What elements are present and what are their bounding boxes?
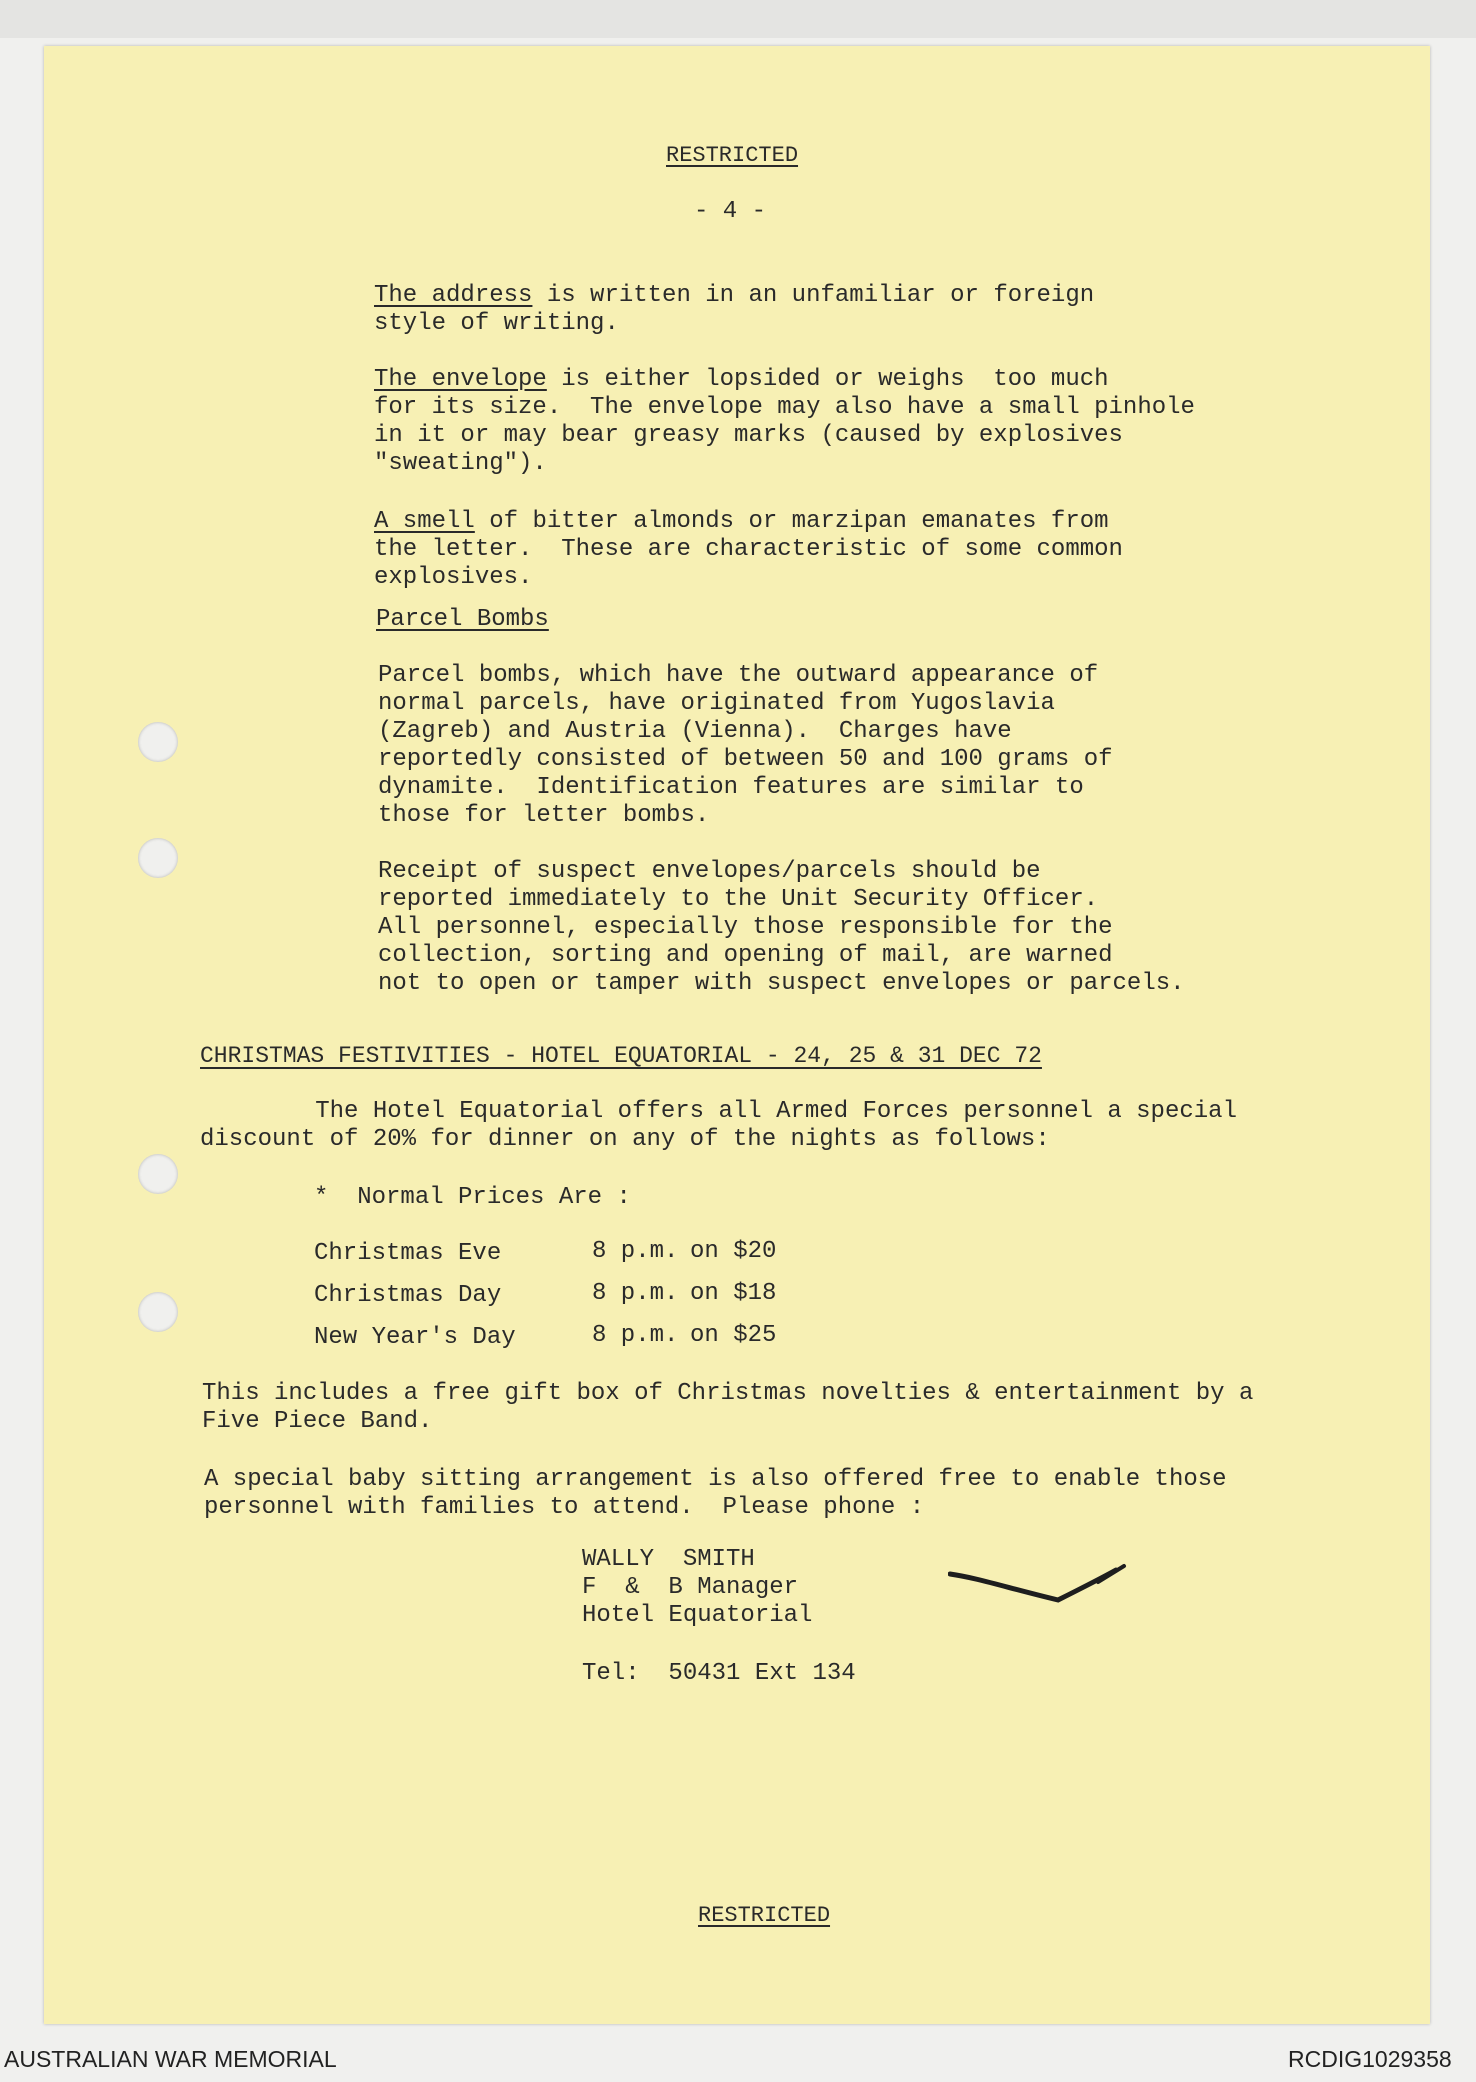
price-time: 8 p.m. [592, 1280, 679, 1307]
receipt-line: collection, sorting and opening of mail, are warned [378, 942, 1113, 969]
contact-org: Hotel Equatorial [582, 1602, 813, 1629]
price-value: on $25 [690, 1322, 777, 1349]
contact-title: F & B Manager [582, 1574, 799, 1601]
smell-line-1 [374, 508, 1109, 536]
handwritten-tick-mark [948, 1560, 1130, 1620]
receipt-line: Receipt of suspect envelopes/parcels should be [378, 858, 1041, 885]
page-number: - 4 - [694, 198, 767, 225]
price-time: 8 p.m. [592, 1322, 679, 1349]
includes-line: Five Piece Band. [202, 1408, 433, 1435]
archive-caption-left: AUSTRALIAN WAR MEMORIAL [4, 2046, 337, 2072]
offer-line: The Hotel Equatorial offers all Armed Forces personnel a special [200, 1098, 1237, 1125]
parcel-heading: Parcel Bombs [376, 606, 549, 633]
punch-hole [138, 1154, 178, 1194]
punch-hole [138, 722, 178, 762]
babysit-line: A special baby sitting arrangement is also offered free to enable those [204, 1466, 1227, 1493]
offer-line: discount of 20% for dinner on any of the nights as follows: [200, 1126, 1050, 1153]
includes-line: This includes a free gift box of Christmas novelties & entertainment by a [202, 1380, 1254, 1407]
envelope-line-4: "sweating"). [374, 450, 547, 477]
price-day: New Year's Day [314, 1324, 516, 1351]
price-time: 8 p.m. [592, 1238, 679, 1265]
price-value: on $18 [690, 1280, 777, 1307]
parcel-line: (Zagreb) and Austria (Vienna). Charges have [378, 718, 1012, 745]
contact-name: WALLY SMITH [582, 1546, 755, 1573]
archive-caption-right: RCDIG1029358 [1288, 2046, 1452, 2072]
smell-lead: A smell [374, 508, 475, 535]
envelope-line-2: for its size. The envelope may also have a small pinhole [374, 394, 1195, 421]
address-line-2: style of writing. [374, 310, 619, 337]
address-line-1 [374, 282, 1094, 310]
parcel-line: reportedly consisted of between 50 and 100 grams of [378, 746, 1113, 773]
punch-hole [138, 1292, 178, 1332]
parcel-line: dynamite. Identification features are similar to [378, 774, 1084, 801]
contact-phone: Tel: 50431 Ext 134 [582, 1660, 856, 1687]
parcel-line: those for letter bombs. [378, 802, 710, 829]
envelope-line-3: in it or may bear greasy marks (caused by explosives [374, 422, 1123, 449]
price-day: Christmas Day [314, 1282, 502, 1309]
document-page [44, 46, 1430, 2024]
receipt-line: reported immediately to the Unit Security Officer. [378, 886, 1099, 913]
price-value: on $20 [690, 1238, 777, 1265]
punch-hole [138, 838, 178, 878]
smell-line-2: the letter. These are characteristic of some common [374, 536, 1123, 563]
scan-top-strip [0, 0, 1476, 38]
parcel-line: Parcel bombs, which have the outward appearance of [378, 662, 1099, 689]
prices-label: * Normal Prices Are : [314, 1184, 631, 1211]
receipt-line: All personnel, especially those responsible for the [378, 914, 1113, 941]
envelope-line-1 [374, 366, 1109, 394]
smell-line-3: explosives. [374, 564, 533, 591]
envelope-rest: is either lopsided or weighs too much [546, 366, 1109, 393]
header-classification: RESTRICTED [666, 143, 799, 168]
price-day: Christmas Eve [314, 1240, 502, 1267]
babysit-line: personnel with families to attend. Please phone : [204, 1494, 925, 1521]
parcel-line: normal parcels, have originated from Yugoslavia [378, 690, 1055, 717]
smell-rest: of bitter almonds or marzipan emanates from [474, 508, 1109, 535]
receipt-line: not to open or tamper with suspect envelopes or parcels. [378, 970, 1185, 997]
footer-classification: RESTRICTED [698, 1903, 831, 1928]
address-lead: The address [374, 282, 533, 309]
address-rest: is written in an unfamiliar or foreign [532, 282, 1095, 309]
envelope-lead: The envelope [374, 366, 547, 393]
christmas-heading: CHRISTMAS FESTIVITIES - HOTEL EQUATORIAL - 24, 25 & 31 DEC 72 [200, 1043, 1042, 1069]
